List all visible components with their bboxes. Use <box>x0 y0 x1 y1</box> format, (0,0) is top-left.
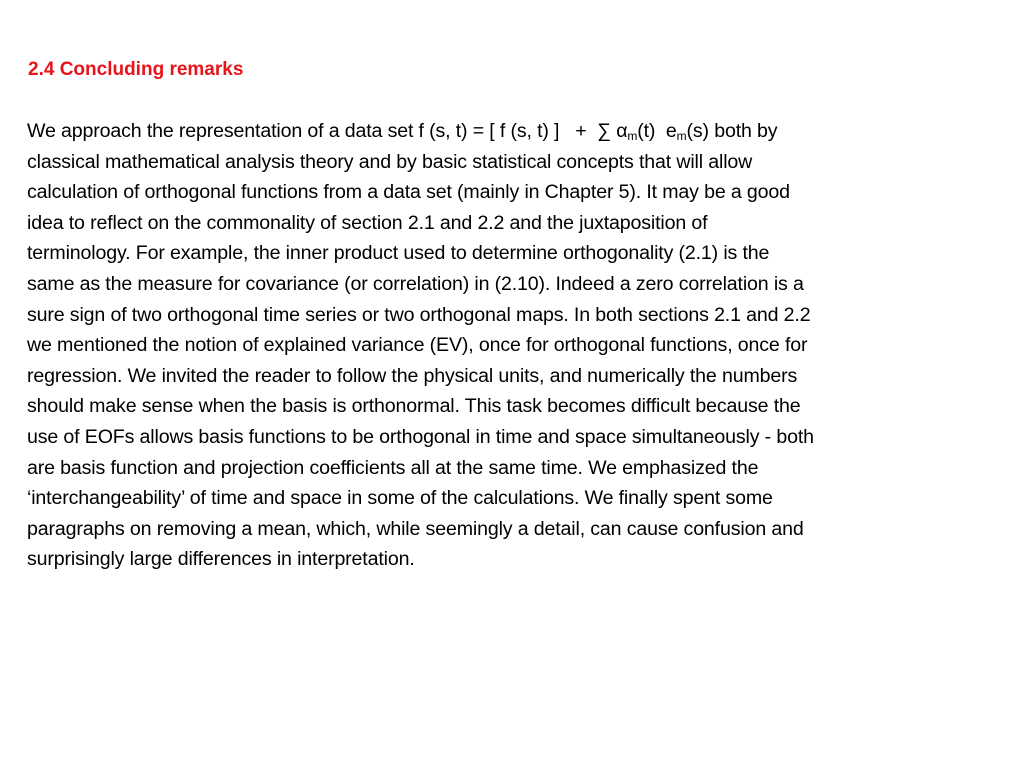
formula-subscript-alpha: m <box>627 129 638 143</box>
text-line: sure sign of two orthogonal time series or two orthogonal maps. In both sections 2.1 and 2.2 <box>27 303 811 326</box>
text-line: we mentioned the notion of explained variance (EV), once for orthogonal functions, once for <box>27 334 808 357</box>
text-line: regression. We invited the reader to follow the physical units, and numerically the numbers <box>27 364 798 387</box>
section-heading: 2.4 Concluding remarks <box>28 59 244 80</box>
text-line: should make sense when the basis is orthonormal. This task becomes difficult because the <box>27 395 801 418</box>
text-line: surprisingly large differences in interpretation. <box>27 548 415 571</box>
formula-prefix: We approach the representation of a data set f (s, t) = [ f (s, t) ] + ∑ α <box>27 120 628 142</box>
formula-suffix: (s) both by <box>686 120 778 142</box>
formula-subscript-e: m <box>676 129 687 143</box>
text-line: terminology. For example, the inner product used to determine orthogonality (2.1) is the <box>27 242 770 265</box>
text-line: ‘interchangeability’ of time and space in some of the calculations. We finally spent some <box>27 487 773 510</box>
text-line: are basis function and projection coefficients all at the same time. We emphasized the <box>27 456 759 479</box>
text-line: paragraphs on removing a mean, which, while seemingly a detail, can cause confusion and <box>27 517 804 540</box>
body-paragraph <box>27 116 1002 575</box>
formula-middle: (t) e <box>637 120 677 142</box>
text-line: idea to reflect on the commonality of section 2.1 and 2.2 and the juxtaposition of <box>27 211 708 234</box>
text-line: calculation of orthogonal functions from a data set (mainly in Chapter 5). It may be a good <box>27 181 790 204</box>
text-line: use of EOFs allows basis functions to be orthogonal in time and space simultaneously - both <box>27 425 814 448</box>
text-line: same as the measure for covariance (or correlation) in (2.10). Indeed a zero correlation is a <box>27 272 804 295</box>
text-line: classical mathematical analysis theory and by basic statistical concepts that will allow <box>27 150 753 173</box>
text-line-formula <box>27 116 1002 147</box>
